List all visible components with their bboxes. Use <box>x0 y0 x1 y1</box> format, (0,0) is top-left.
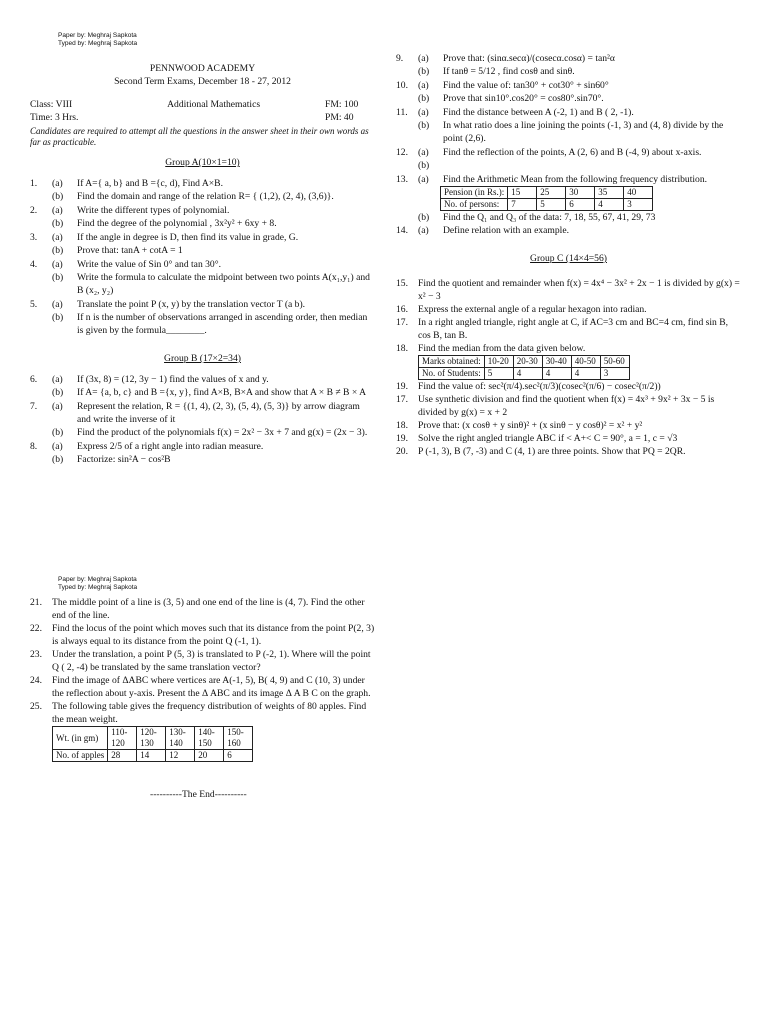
table-row <box>53 727 253 750</box>
table-cell: 50-60 <box>600 356 629 368</box>
pass-marks: PM: 40 <box>325 112 354 123</box>
full-marks: FM: 100 <box>324 99 359 110</box>
question-item <box>30 440 375 453</box>
question-number: 10. <box>396 80 408 91</box>
question-item <box>396 432 741 445</box>
table-cell: 110-120 <box>108 727 137 750</box>
question-number: 23. <box>30 649 42 660</box>
question-number <box>396 65 418 78</box>
table-cell: 12 <box>166 750 195 762</box>
question-item <box>30 244 375 257</box>
question-item <box>396 211 741 224</box>
question-item <box>30 271 375 297</box>
question-text: Find the product of the polynomials f(x) = 2x² − 3x + 7 and g(x) = (2x − 3). <box>77 427 368 438</box>
question-text: In what ratio does a line joining the points (-1, 3) and (4, 8) divide by the point (2,6). <box>443 120 724 144</box>
question-part: (a) <box>418 147 429 158</box>
question-part: (b) <box>418 93 430 104</box>
question-text: Prove that sin10°.cos20° = cos80°.sin70°. <box>443 93 604 104</box>
table-row <box>53 750 253 762</box>
question-number: 25. <box>30 701 42 712</box>
question-number: 22. <box>30 623 42 634</box>
question-number: 17. <box>396 394 408 405</box>
question-number: 19. <box>396 433 408 444</box>
question-item <box>30 217 375 230</box>
table-row <box>419 368 630 380</box>
question-number: 8. <box>30 441 38 452</box>
table-cell: 4 <box>571 368 600 380</box>
table-cell: 40 <box>624 187 653 199</box>
question-number <box>396 92 418 105</box>
pension-table <box>440 186 653 211</box>
question-item <box>396 393 741 419</box>
question-item <box>396 380 741 393</box>
question-item <box>396 445 741 458</box>
question-text: Prove that: (sinα.secα)/(cosecα.cosα) = tan²α <box>443 53 615 64</box>
question-item <box>30 674 375 700</box>
question-text: Factorize: sin²A − cos²B <box>77 454 171 465</box>
bottom-section <box>30 576 375 801</box>
left-column <box>30 32 375 467</box>
question-item <box>396 146 741 159</box>
question-number <box>30 271 52 297</box>
question-text: Prove that: tanA + cotA = 1 <box>77 245 183 256</box>
question-text: If A={ a, b} and B ={c, d), Find A×B. <box>77 178 223 189</box>
question-number: 7. <box>30 401 38 412</box>
right-column <box>396 52 741 458</box>
table-13 <box>440 186 741 211</box>
table-cell: 28 <box>108 750 137 762</box>
right-questions-2 <box>396 211 741 238</box>
question-item <box>30 373 375 386</box>
question-item <box>396 224 741 237</box>
question-text: Express the external angle of a regular hexagon into radian. <box>418 304 647 315</box>
question-part: (b) <box>52 191 64 202</box>
question-text: Find the image of ΔABC where vertices are A(-1, 5), B( 4, 9) and C (10, 3) under the reflection about y-axis. Present the Δ ABC and its image Δ A B C on the graph. <box>52 675 371 699</box>
question-part: (a) <box>418 225 429 236</box>
question-number <box>30 386 52 399</box>
table-cell: 5 <box>537 199 566 211</box>
question-number <box>30 426 52 439</box>
table-cell: 6 <box>566 199 595 211</box>
question-number: 20. <box>396 446 408 457</box>
question-item <box>396 65 741 78</box>
question-number <box>396 119 418 145</box>
question-item <box>30 231 375 244</box>
question-part: (a) <box>52 232 63 243</box>
table-cell: 150-160 <box>224 727 253 750</box>
subject-label: Additional Mathematics <box>167 99 261 110</box>
question-text: Write the value of Sin 0° and tan 30°. <box>77 259 221 270</box>
question-part: (a) <box>418 53 429 64</box>
table-cell: 15 <box>508 187 537 199</box>
question-part: (b) <box>418 66 430 77</box>
question-item <box>396 106 741 119</box>
table-cell: 140-150 <box>195 727 224 750</box>
table-cell: 30-40 <box>542 356 571 368</box>
question-item <box>30 648 375 674</box>
question-text: Find the domain and range of the relation R= { (1,2), (2, 4), (3,6)}. <box>77 191 334 202</box>
table-18 <box>418 355 741 380</box>
question-text: If (3x, 8) = (12, 3y − 1) find the values of x and y. <box>77 374 269 385</box>
group-c-questions <box>396 277 741 355</box>
question-item <box>396 52 741 65</box>
question-item <box>396 119 741 145</box>
question-part: (a) <box>418 80 429 91</box>
question-part: (b) <box>52 272 64 283</box>
table-cell: 3 <box>624 199 653 211</box>
question-text: Find the median from the data given below. <box>418 343 586 354</box>
exam-title: Second Term Exams, December 18 - 27, 2012 <box>114 76 291 87</box>
instructions: Candidates are required to attempt all the questions in the answer sheet in their own words as far as practicable. <box>30 126 369 147</box>
question-item <box>30 426 375 439</box>
question-part: (b) <box>52 387 64 398</box>
header-row-2 <box>30 111 375 124</box>
question-text: Find the locus of the point which moves such that its distance from the point P(2, 3) is always equal to its distance from the point Q (-1, 1). <box>52 623 375 647</box>
question-text: Solve the right angled triangle ABC if < A+< C = 90°, a = 1, c = √3 <box>418 433 678 444</box>
question-number: 15. <box>396 278 408 289</box>
question-number: 9. <box>396 53 404 64</box>
question-text <box>443 159 741 172</box>
table-cell: 40-50 <box>571 356 600 368</box>
question-text: P (-1, 3), B (7, -3) and C (4, 1) are three points. Show that PQ = 2QR. <box>418 446 686 457</box>
question-text: If n is the number of observations arranged in ascending order, then median is given by the formula________. <box>77 312 368 336</box>
question-text: Under the translation, a point P (5, 3) is translated to P (-2, 1). Where will the point Q ( 2, -4) be translated by the same translation vector? <box>52 649 371 673</box>
question-number <box>30 217 52 230</box>
table-row <box>419 356 630 368</box>
group-b-questions <box>30 373 375 467</box>
question-text: Define relation with an example. <box>443 225 570 236</box>
group-c-title: Group C (14×4=56) <box>530 253 607 264</box>
question-item <box>30 204 375 217</box>
question-part: (b) <box>418 120 430 131</box>
question-text: The middle point of a line is (3, 5) and one end of the line is (4, 7). Find the other end of the line. <box>52 597 365 621</box>
question-item <box>396 419 741 432</box>
table-cell: Wt. (in gm) <box>53 727 108 750</box>
question-number: 1. <box>30 178 38 189</box>
school-name: PENNWOOD ACADEMY <box>149 63 256 74</box>
question-item <box>396 342 741 355</box>
table-cell: No. of Students: <box>419 368 485 380</box>
question-item <box>30 190 375 203</box>
question-text: If the angle in degree is D, then find its value in grade, G. <box>77 232 299 243</box>
question-item <box>30 386 375 399</box>
question-part: (a) <box>418 174 429 185</box>
question-part: (a) <box>52 205 63 216</box>
question-text: Represent the relation, R = {(1, 4), (2, 3), (5, 4), (5, 3)} by arrow diagram and write the inverse of it <box>77 401 360 425</box>
question-number <box>30 453 52 466</box>
question-number: 4. <box>30 259 38 270</box>
table-cell: 6 <box>224 750 253 762</box>
question-part: (a) <box>52 259 63 270</box>
question-item <box>30 453 375 466</box>
paper-by-2: Paper by: Meghraj Sapkota <box>58 576 137 583</box>
table-row <box>441 199 653 211</box>
question-number: 6. <box>30 374 38 385</box>
question-number: 24. <box>30 675 42 686</box>
table-cell: 4 <box>595 199 624 211</box>
table-cell: Marks obtained: <box>419 356 485 368</box>
table-cell: 10-20 <box>484 356 513 368</box>
question-item <box>30 596 375 622</box>
table-cell: 25 <box>537 187 566 199</box>
table-cell: 20-30 <box>513 356 542 368</box>
question-part: (a) <box>418 107 429 118</box>
table-cell: 35 <box>595 187 624 199</box>
bottom-questions <box>30 596 375 726</box>
question-number: 3. <box>30 232 38 243</box>
question-number: 16. <box>396 304 408 315</box>
question-text: Find the reflection of the points, A (2, 6) and B (-4, 9) about x-axis. <box>443 147 702 158</box>
table-cell: 5 <box>484 368 513 380</box>
question-number <box>30 244 52 257</box>
question-text: If A= {a, b, c} and B ={x, y}, find A×B, B×A and show that A × B ≠ B × A <box>77 387 367 398</box>
question-part: (b) <box>52 427 64 438</box>
question-part: (b) <box>52 245 64 256</box>
question-item <box>30 258 375 271</box>
table-cell: 7 <box>508 199 537 211</box>
question-part: (a) <box>52 299 63 310</box>
question-part: (a) <box>52 178 63 189</box>
question-part: (b) <box>418 212 430 223</box>
question-text: Express 2/5 of a right angle into radian measure. <box>77 441 264 452</box>
typed-by: Typed by: Meghraj Sapkota <box>58 40 138 47</box>
table-cell: No. of apples <box>53 750 108 762</box>
question-item <box>30 622 375 648</box>
question-text: Find the value of: tan30° + cot30° + sin60° <box>443 80 609 91</box>
question-text: The following table gives the frequency distribution of weights of 80 apples. Find the mean weight. <box>52 701 367 725</box>
question-number: 12. <box>396 147 408 158</box>
table-cell: Pension (in Rs.): <box>441 187 508 199</box>
time-label: Time: 3 Hrs. <box>30 112 79 123</box>
table-cell: 14 <box>137 750 166 762</box>
table-row <box>441 187 653 199</box>
question-text: Write the different types of polynomial. <box>77 205 230 216</box>
question-item <box>30 311 375 337</box>
the-end: ----------The End---------- <box>150 789 247 800</box>
question-text: Use synthetic division and find the quotient when f(x) = 4x³ + 9x² + 3x − 5 is divided by g(x) = x + 2 <box>418 394 715 418</box>
question-number: 17. <box>396 317 408 328</box>
question-part: (b) <box>52 454 64 465</box>
group-b-title: Group B (17×2=34) <box>164 353 241 364</box>
table-cell: 4 <box>513 368 542 380</box>
group-a-title: Group A(10×1=10) <box>165 157 240 168</box>
table-cell: 20 <box>195 750 224 762</box>
question-part: (b) <box>418 160 430 171</box>
marks-table <box>418 355 630 380</box>
question-number: 21. <box>30 597 42 608</box>
question-item <box>30 400 375 426</box>
question-number: 18. <box>396 420 408 431</box>
table-cell: 3 <box>600 368 629 380</box>
question-item <box>30 298 375 311</box>
question-number: 2. <box>30 205 38 216</box>
question-number <box>396 159 418 172</box>
question-item <box>396 79 741 92</box>
question-item <box>30 700 375 726</box>
question-number: 14. <box>396 225 408 236</box>
question-text: Find the distance between A (-2, 1) and B ( 2, -1). <box>443 107 634 118</box>
table-25 <box>52 726 375 762</box>
question-text: Find the Q₁ and Q₃ of the data: 7, 18, 55, 67, 41, 29, 73 <box>443 212 656 223</box>
question-text: Find the Arithmetic Mean from the following frequency distribution. <box>443 174 708 185</box>
question-item <box>396 277 741 303</box>
question-item <box>396 173 741 186</box>
question-number: 13. <box>396 174 408 185</box>
question-number: 19. <box>396 381 408 392</box>
table-cell: 30 <box>566 187 595 199</box>
question-item <box>396 316 741 342</box>
group-a-questions <box>30 177 375 338</box>
question-number <box>30 311 52 337</box>
question-part: (a) <box>52 441 63 452</box>
question-part: (a) <box>52 374 63 385</box>
question-part: (a) <box>52 401 63 412</box>
question-part: (b) <box>52 218 64 229</box>
question-item <box>30 177 375 190</box>
question-item <box>396 92 741 105</box>
question-text: Write the formula to calculate the midpoint between two points A(x₁,y₁) and B (x₂, y₂) <box>77 272 370 296</box>
apples-table <box>52 726 253 762</box>
question-text: Find the degree of the polynomial , 3x²y² + 6xy + 8. <box>77 218 277 229</box>
paper-by: Paper by: Meghraj Sapkota <box>58 32 137 39</box>
question-text: Find the value of: sec²(π/4).sec²(π/3)(cosec²(π/6) − cosec²(π/2)) <box>418 381 661 392</box>
question-text: Prove that: (x cosθ + y sinθ)² + (x sinθ − y cosθ)² = x² + y² <box>418 420 643 431</box>
question-number <box>30 190 52 203</box>
question-text: Translate the point P (x, y) by the translation vector T (a b). <box>77 299 306 310</box>
table-cell: 4 <box>542 368 571 380</box>
question-number: 5. <box>30 299 38 310</box>
table-cell: 120-130 <box>137 727 166 750</box>
table-cell: 130-140 <box>166 727 195 750</box>
question-number: 11. <box>396 107 408 118</box>
class-label: Class: VIII <box>30 99 73 110</box>
group-c-questions-2 <box>396 380 741 458</box>
header-row-1 <box>30 98 375 111</box>
question-number <box>396 211 418 224</box>
question-number: 18. <box>396 343 408 354</box>
typed-by-2: Typed by: Meghraj Sapkota <box>58 584 138 591</box>
question-part: (b) <box>52 312 64 323</box>
question-text: In a right angled triangle, right angle at C, if AC=3 cm and BC=4 cm, find sin B, cos B, tan B. <box>418 317 729 341</box>
question-item <box>396 159 741 172</box>
right-questions <box>396 52 741 186</box>
question-text: Find the quotient and remainder when f(x) = 4x⁴ − 3x² + 2x − 1 is divided by g(x) = x² − 3 <box>418 278 740 302</box>
question-text: If tanθ = 5/12 , find cosθ and sinθ. <box>443 66 575 77</box>
table-cell: No. of persons: <box>441 199 508 211</box>
question-item <box>396 303 741 316</box>
